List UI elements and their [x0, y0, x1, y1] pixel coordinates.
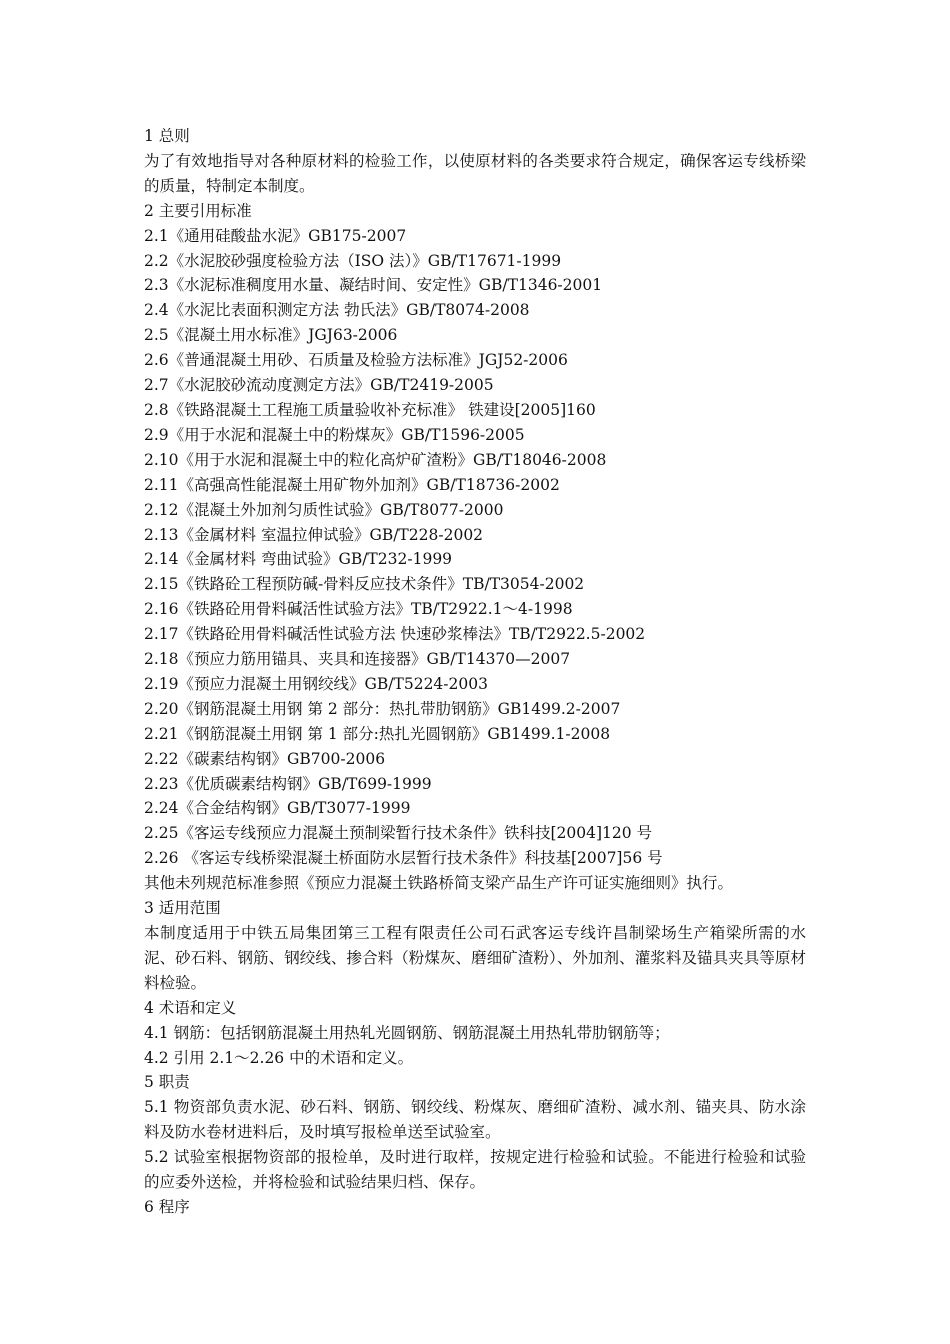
- section-1-heading: 1 总则: [144, 127, 190, 145]
- section-3-body: 本制度适用于中铁五局集团第三工程有限责任公司石武客运专线许昌制梁场生产箱梁所需的水泥、砂石料、钢筋、钢绞线、掺合料（粉煤灰、磨细矿渣粉）、外加剂、灌浆料及锚具夹具等原材料检验。: [144, 924, 806, 992]
- reference-item: 2.15《铁路砼工程预防碱-骨料反应技术条件》TB/T3054-2002: [144, 575, 585, 594]
- reference-item: 2.8《铁路混凝土工程施工质量验收补充标准》 铁建设[2005]160: [144, 400, 596, 419]
- document-page: [144, 124, 806, 1220]
- reference-item: 2.1《通用硅酸盐水泥》GB175-2007: [144, 226, 407, 245]
- reference-item: 2.20《钢筋混凝土用钢 第 2 部分：热扎带肋钢筋》GB1499.2-2007: [144, 699, 621, 718]
- section-5-heading: 5 职责: [144, 1073, 190, 1092]
- section-3-heading: 3 适用范围: [144, 899, 221, 918]
- reference-item: 2.26 《客运专线桥梁混凝土桥面防水层暂行技术条件》科技基[2007]56 号: [144, 849, 663, 868]
- reference-item: 2.6《普通混凝土用砂、石质量及检验方法标准》JGJ52-2006: [144, 351, 568, 370]
- reference-item: 2.4《水泥比表面积测定方法 勃氏法》GB/T8074-2008: [144, 301, 530, 320]
- reference-item: 2.25《客运专线预应力混凝土预制梁暂行技术条件》铁科技[2004]120 号: [144, 824, 653, 843]
- reference-item: 2.18《预应力筋用锚具、夹具和连接器》GB/T14370—2007: [144, 650, 571, 669]
- reference-item: 2.12《混凝土外加剂匀质性试验》GB/T8077-2000: [144, 500, 504, 519]
- section-4-item-2: 4.2 引用 2.1～2.26 中的术语和定义。: [144, 1048, 414, 1067]
- reference-item: 2.21《钢筋混凝土用钢 第 1 部分:热扎光圆钢筋》GB1499.1-2008: [144, 724, 611, 743]
- reference-item: 2.3《水泥标准稠度用水量、凝结时间、安定性》GB/T1346-2001: [144, 276, 603, 295]
- reference-list: [144, 224, 806, 872]
- section-4-heading: 4 术语和定义: [144, 998, 237, 1017]
- reference-item: 2.2《水泥胶砂强度检验方法（ISO 法）》GB/T17671-1999: [144, 251, 562, 270]
- section-6-heading: 6 程序: [144, 1197, 190, 1216]
- section-5-item-2: 5.2 试验室根据物资部的报检单，及时进行取样，按规定进行检验和试验。不能进行检验和试验的应委外送检，并将检验和试验结果归档、保存。: [144, 1148, 806, 1192]
- reference-item: 2.13《金属材料 室温拉伸试验》GB/T228-2002: [144, 525, 484, 544]
- reference-item: 2.5《混凝土用水标准》JGJ63-2006: [144, 326, 398, 345]
- reference-item: 2.23《优质碳素结构钢》GB/T699-1999: [144, 774, 432, 793]
- reference-item: 2.19《预应力混凝土用钢绞线》GB/T5224-2003: [144, 674, 488, 693]
- reference-item: 2.14《金属材料 弯曲试验》GB/T232-1999: [144, 550, 453, 569]
- reference-item: 2.22《碳素结构钢》GB700-2006: [144, 749, 386, 768]
- reference-item: 2.17《铁路砼用骨料碱活性试验方法 快速砂浆棒法》TB/T2922.5-2002: [144, 625, 646, 644]
- section-2-heading: 2 主要引用标准: [144, 201, 252, 220]
- section-1-body: 为了有效地指导对各种原材料的检验工作，以使原材料的各类要求符合规定，确保客运专线桥梁的质量，特制定本制度。: [144, 151, 806, 195]
- reference-item: 2.16《铁路砼用骨料碱活性试验方法》TB/T2922.1～4-1998: [144, 600, 573, 619]
- reference-item: 2.24《合金结构钢》GB/T3077-1999: [144, 799, 411, 818]
- reference-item: 2.7《水泥胶砂流动度测定方法》GB/T2419-2005: [144, 376, 494, 395]
- section-4-item-1: 4.1 钢筋：包括钢筋混凝土用热轧光圆钢筋、钢筋混凝土用热轧带肋钢筋等；: [144, 1023, 670, 1042]
- section-5-item-1: 5.1 物资部负责水泥、砂石料、钢筋、钢绞线、粉煤灰、磨细矿渣粉、减水剂、锚夹具、防水涂料及防水卷材进料后，及时填写报检单送至试验室。: [144, 1098, 806, 1142]
- reference-item: 2.11《高强高性能混凝土用矿物外加剂》GB/T18736-2002: [144, 475, 560, 494]
- reference-item: 2.10《用于水泥和混凝土中的粒化高炉矿渣粉》GB/T18046-2008: [144, 450, 607, 469]
- reference-note: 其他未列规范标准参照《预应力混凝土铁路桥简支梁产品生产许可证实施细则》执行。: [144, 874, 734, 893]
- reference-item: 2.9《用于水泥和混凝土中的粉煤灰》GB/T1596-2005: [144, 425, 525, 444]
